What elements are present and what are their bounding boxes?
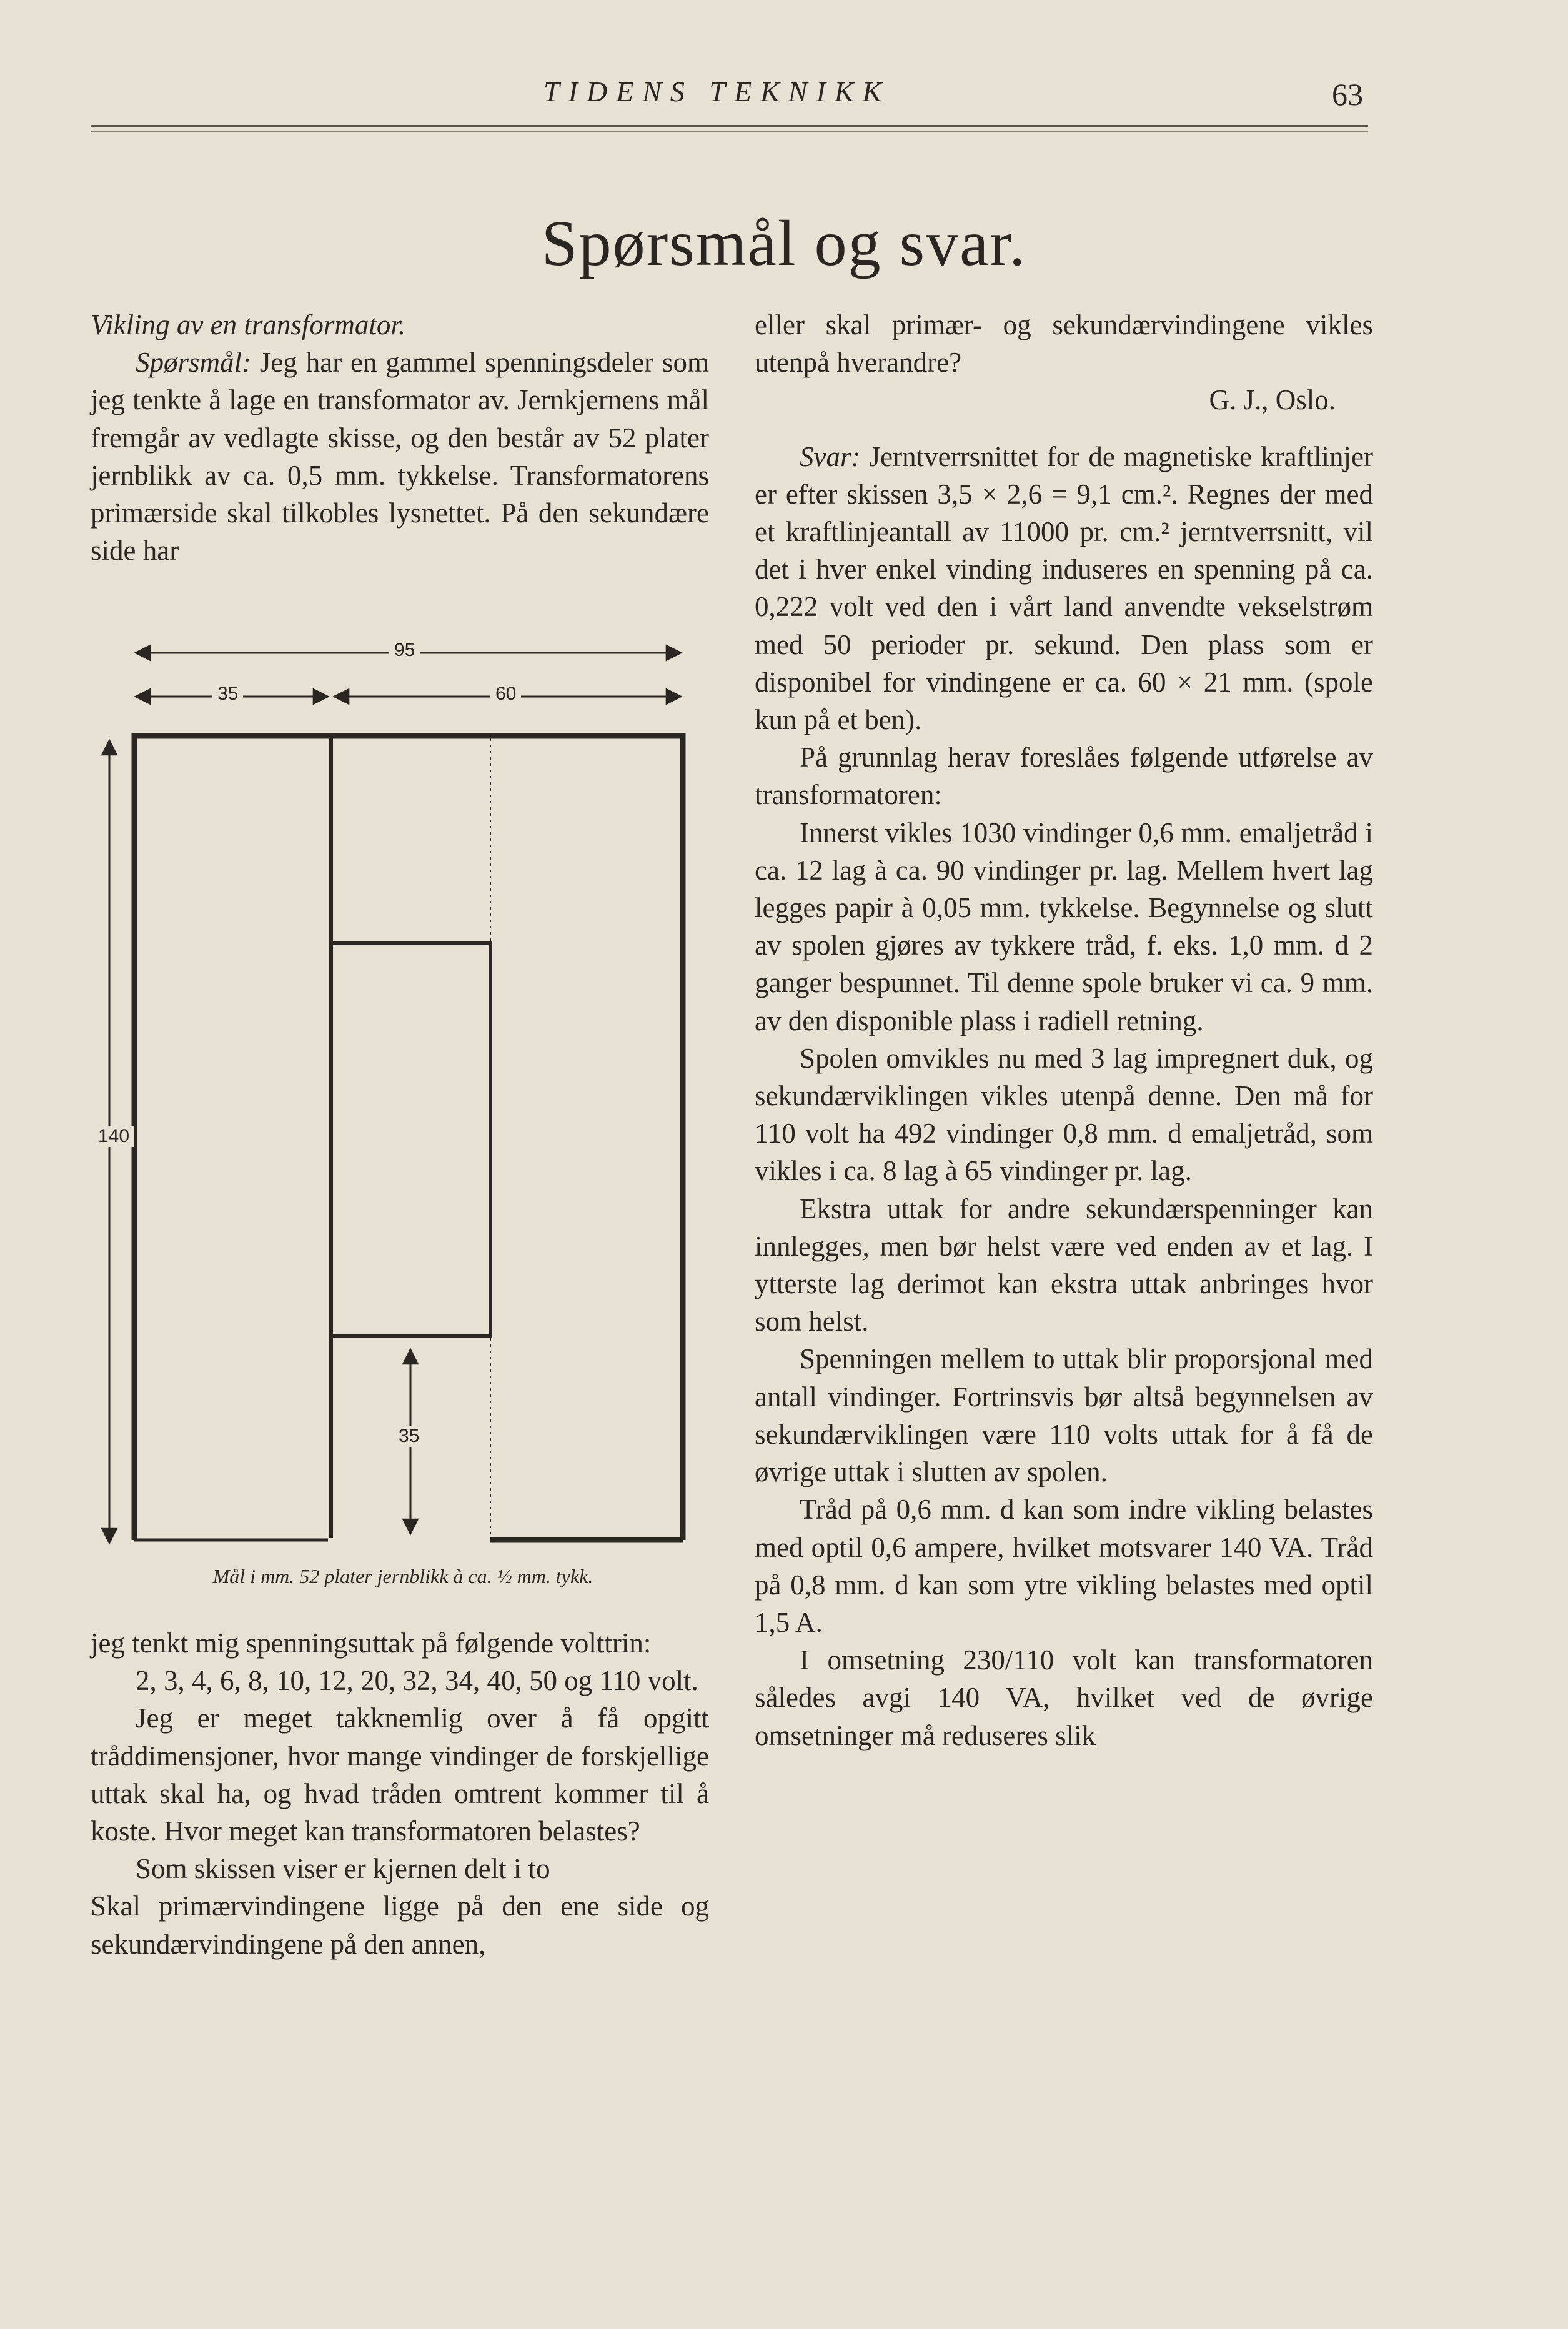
core-outer-frame xyxy=(134,736,683,1540)
question-paragraph-2: Jeg er meget takknemlig over å få opgitt tråddimensjoner, hvor mange vindinger de forskjellige uttak skal ha, og hvad tråden omtrent kommer til å koste. Hvor meget kan transformatoren belastes? xyxy=(91,1702,709,1847)
question-end: eller skal primær- og sekundærvindingene vikles utenpå hverandre? xyxy=(755,309,1373,379)
dim-label-left-width: 35 xyxy=(212,683,243,705)
subject-heading: Vikling av en transformator. xyxy=(91,309,406,340)
dim-label-right-width: 60 xyxy=(490,683,521,705)
core-sketch-figure xyxy=(91,631,709,1618)
answer-text-1: Jerntverrsnittet for de magnetiske kraftlinjer er efter skissen 3,5 × 2,6 = 9,1 cm.². Regnes der med et kraftlinjeantall av 11000 pr. cm.² jerntverrsnitt, vil det i hver enkel vinding induseres en spenning på ca. 0,222 volt ved den i vårt land anvendte vekselstrøm med 50 perioder pr. sekund. Den plass som er disponibel for vindingene er ca. 60 × 21 mm. (spole kun på et ben). xyxy=(755,440,1374,736)
core-sketch-drawing xyxy=(91,631,709,1556)
answer-label: Svar: xyxy=(800,440,861,472)
question-label: Spørsmål: xyxy=(136,347,252,379)
header-rule-thin xyxy=(91,131,1368,132)
page-number: 63 xyxy=(1332,77,1363,112)
dim-label-total-width: 95 xyxy=(389,640,420,661)
signature: G. J., Oslo. xyxy=(1209,384,1336,416)
left-column-bottom xyxy=(91,1624,709,1963)
question-continued: jeg tenkt mig spenningsuttak på følgende volttrin: xyxy=(91,1627,652,1659)
article-title: Spørsmål og svar. xyxy=(541,207,1027,279)
question-paragraph-3a: Som skissen viser er kjernen delt i to xyxy=(136,1853,550,1885)
answer-paragraph-8: I omsetning 230/110 volt kan transformatoren således avgi 140 VA, hvilket ved de øvrige omsetninger må reduseres slik xyxy=(755,1644,1373,1751)
question-paragraph xyxy=(91,344,709,569)
answer-paragraph-6: Spenningen mellem to uttak blir proporsjonal med antall vindinger. Fortrinsvis bør altså begynnelsen av sekundærviklingen være 110 volts uttak for å få de øvrige uttak i slutten av spolen. xyxy=(755,1343,1373,1488)
answer-paragraph-3: Innerst vikles 1030 vindinger 0,6 mm. emaljetråd i ca. 12 lag à ca. 90 vindinger pr. lag. Mellem hvert lag legges papir à 0,05 mm. tykkelse. Begynnelse og slutt av spolen gjøres av tykkere tråd, f. eks. 1,0 mm. d 2 ganger bespunnet. Til denne spole bruker vi ca. 9 mm. av den disponible plass i radiell retning. xyxy=(755,817,1373,1036)
answer-paragraph-1 xyxy=(755,438,1373,739)
answer-paragraph-7: Tråd på 0,6 mm. d kan som indre vikling belastes med optil 0,6 ampere, hvilket motsvarer 140 VA. Tråd på 0,8 mm. d kan som ytre vikling belastes med optil 1,5 A. xyxy=(755,1494,1373,1638)
dim-label-gap: 35 xyxy=(394,1426,424,1447)
left-column-top xyxy=(91,306,709,569)
figure-caption: Mål i mm. 52 plater jernblikk à ca. ½ mm. tykk. xyxy=(212,1565,593,1587)
core-center-limb xyxy=(331,943,490,1336)
question-paragraph-3b: Skal primærvindingene ligge på den ene side og sekundærvindingene på den annen, xyxy=(91,1890,709,1960)
dim-label-height: 140 xyxy=(93,1126,134,1147)
header-rule xyxy=(91,125,1368,127)
answer-paragraph-5: Ekstra uttak for andre sekundærspenninger kan innlegges, men bør helst være ved enden av et lag. I ytterste lag derimot kan ekstra uttak anbringes hvor som helst. xyxy=(755,1193,1373,1338)
answer-paragraph-2: På grunnlag herav foreslåes følgende utførelse av transformatoren: xyxy=(755,742,1373,811)
voltage-steps: 2, 3, 4, 6, 8, 10, 12, 20, 32, 34, 40, 50 og 110 volt. xyxy=(136,1665,698,1697)
answer-paragraph-4: Spolen omvikles nu med 3 lag impregnert duk, og sekundærviklingen vikles utenpå denne. Den må for 110 volt ha 492 vindinger 0,8 mm. d emaljetråd, som vikles i ca. 8 lag à 65 vindinger pr. lag. xyxy=(755,1042,1373,1187)
right-column xyxy=(755,306,1373,1754)
question-intro: Jeg har en gammel spenningsdeler som jeg tenkte å lage en transformator av. Jernkjernens mål fremgår av vedlagte skisse, og den består av 52 plater jernblikk av ca. 0,5 mm. tykkelse. Transformatorens primærside skal tilkobles lysnettet. På den sekundære side har xyxy=(91,347,709,567)
running-title: TIDENS TEKNIKK xyxy=(543,76,891,107)
